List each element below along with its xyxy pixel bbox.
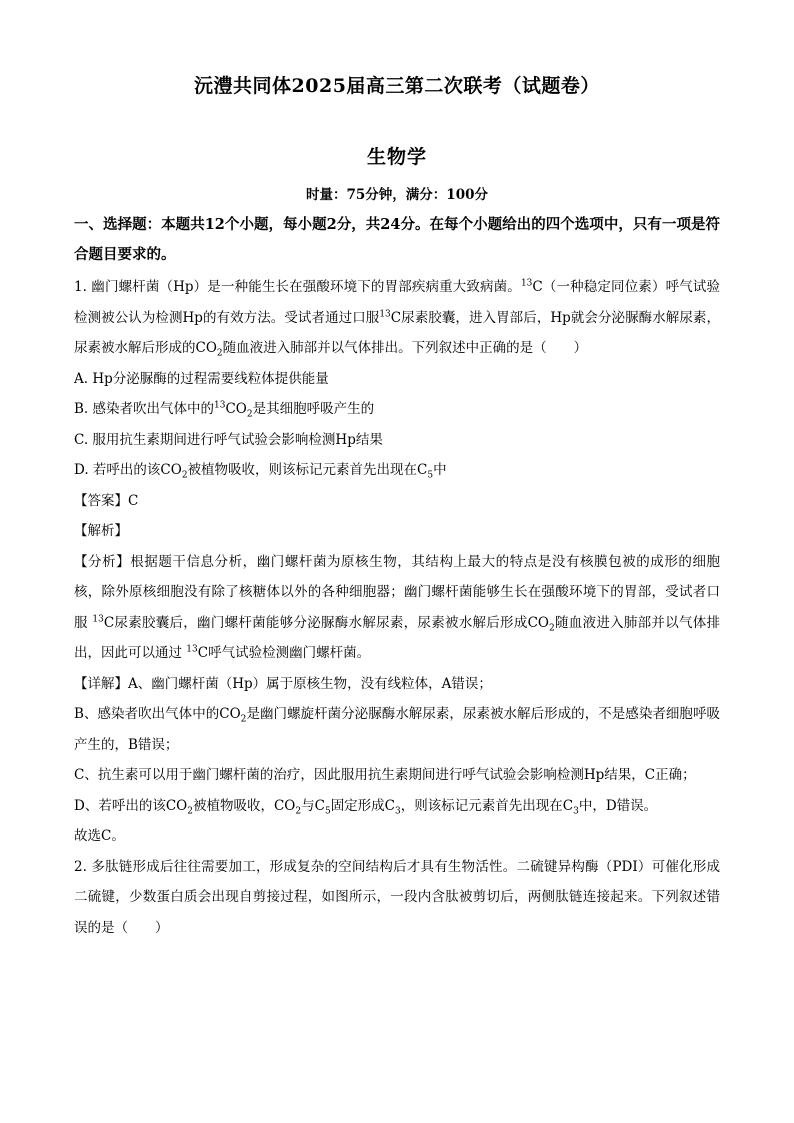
question-1-answer: 【答案】C [74,492,139,509]
question-1-analysis: 【分析】根据题干信息分析，幽门螺杆菌为原核生物，其结构上最大的特点是没有核膜包被的成形的细胞核，除外原核细胞没有除了核糖体以外的各种细胞器；幽门螺杆菌能够生长在强酸环境下的胃部，受试者口服 $^{13}$C尿素胶囊后，幽门螺杆菌能够分泌脲酶水解尿素，尿素被水解后形成$CO_2$随血液进入肺部并以气体排出，因此可以通过 $^{13}$C呼气试验检测幽门螺杆菌。 [74,553,721,661]
question-2-stem: 2. 多肽链形成后往往需要加工，形成复杂的空间结构后才具有生物活性。二硫键异构酶（PDI）可催化形成二硫键，少数蛋白质会出现自剪接过程，如图所示，一段内含肽被剪切后，两侧肽链连接起来。下列叙述错误的是（ ） [74,858,720,936]
subject-title: 生物学 [366,146,427,168]
document-body [74,210,720,943]
question-1-analysis-label: 【解析】 [74,523,128,539]
time-info: 时量：75分钟，满分：100分 [306,187,488,203]
question-1-detail-b: B、感染者吹出气体中的$CO_2$是幽门螺旋杆菌分泌脲酶水解尿素，尿素被水解后形成的，不是感染者细胞呼吸产生的，B错误； [74,706,720,753]
question-1-detail-d: D、若呼出的该$CO_2$被植物吸收，$CO_2$与$C_5$固定形成$C_3$，则该标记元素首先出现在$C_3$中，D错误。 [74,797,658,817]
section-heading: 一、选择题：本题共12个小题，每小题2分，共24分。在每个小题给出的四个选项中，只有一项是符合题目要求的。 [74,216,720,263]
question-1-option-d: D. 若呼出的该$CO_2$被植物吸收，则该标记元素首先出现在$C_5$中 [74,462,447,481]
question-1-option-a: A. Hp分泌脲酶的过程需要线粒体提供能量 [74,370,329,387]
question-1-detail-a: 【详解】A、幽门螺杆菌（Hp）属于原核生物，没有线粒体，A错误； [74,675,492,692]
question-1-option-c: C. 服用抗生素期间进行呼气试验会影响检测Hp结果 [74,431,383,448]
question-1-option-b: B. 感染者吹出气体中的$^{13}CO_2$是其细胞呼吸产生的 [74,400,375,420]
question-1-conclusion: 故选C。 [74,828,125,844]
question-1-stem: 1. 幽门螺杆菌（Hp）是一种能生长在强酸环境下的胃部疾病重大致病菌。$^{13}$C（一种稳定同位素）呼气试验检测被公认为检测Hp的有效方法。受试者通过口服$^{13}$C尿素胶囊，进入胃部后，Hp就会分泌脲酶水解尿素，尿素被水解后形成的$CO_2$随血液进入肺部并以气体排出。下列叙述中正确的是（ ） [74,278,720,359]
exam-title: 沅澧共同体2025届高三第二次联考（试题卷） [194,75,600,97]
question-1-detail-c: C、抗生素可以用于幽门螺杆菌的治疗，因此服用抗生素期间进行呼气试验会影响检测Hp结果，C正确； [74,767,696,783]
